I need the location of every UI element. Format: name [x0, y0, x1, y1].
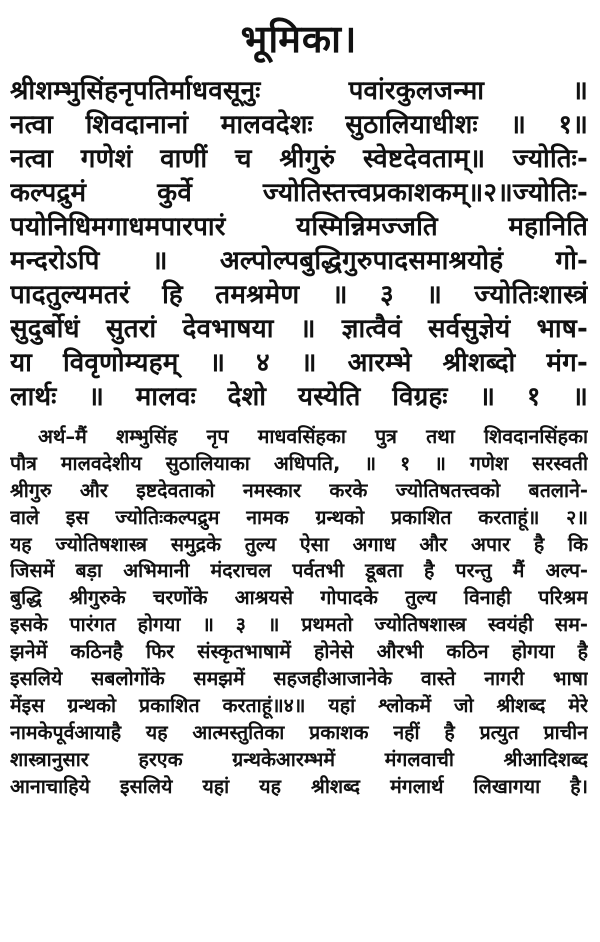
meaning-line: आनाचाहिये इसलिये यहां यह श्रीशब्द मंगलार्थ लिखागया है। [10, 774, 588, 798]
verse-line: या विवृणोम्यहम् ॥ ४ ॥ आरम्भे श्रीशब्दो मंग- [10, 348, 588, 378]
meaning-line: अर्थ–मैं शम्भुसिंह नृप माधवसिंहका पुत्र तथा शिवदानसिंहका [38, 425, 588, 448]
meaning-line: मेंइस ग्रन्थको प्रकाशित करताहूं॥४॥ यहां श्लोकमें जो श्रीशब्द मेरे [10, 693, 588, 717]
meaning-line: श्रीगुरु और इष्टदेवताको नमस्कार करके ज्योतिषतत्त्वको बतलाने- [10, 478, 588, 502]
verse-line: सुदुर्बोधं सुतरां देवभाषया ॥ ज्ञात्वैवं सर्वसुज्ञेयं भाष- [10, 314, 588, 344]
sanskrit-verses [10, 74, 588, 414]
meaning-line: नामकेपूर्वआयाहै यह आत्मस्तुतिका प्रकाशक नहीं है प्रत्युत प्राचीन [10, 720, 588, 744]
verse-line: मन्दरोऽपि ॥ अल्पोल्पबुद्धिगुरुपादसमाश्रयोहं गो- [10, 246, 588, 276]
meaning-line: वाले इस ज्योतिःकल्पद्रुम नामक ग्रन्थको प्रकाशित करताहूं॥ २॥ [10, 505, 588, 529]
meaning-line: इसके पारंगत होगया ॥ ३ ॥ प्रथमतो ज्योतिषशास्त्र स्वयंही सम- [10, 613, 588, 637]
hindi-meaning [10, 424, 588, 800]
verse-line: श्रीशम्भुसिंहनृपतिर्माधवसूनुः पवांरकुलजन्मा ॥ [10, 76, 588, 106]
verse-line: नत्वा शिवदानानां मालवदेशः सुठालियाधीशः ॥ १॥ [10, 110, 588, 140]
meaning-line: शास्त्रानुसार हरएक ग्रन्थकेआरम्भमें मंगलवाची श्रीआदिशब्द [10, 747, 588, 771]
page-title: भूमिका। [240, 17, 358, 61]
verse-line: कल्पद्रुमं कुर्वे ज्योतिस्तत्त्वप्रकाशकम्॥२॥ज्योतिः- [10, 178, 588, 208]
meaning-line: झनेमें कठिनहै फिर संस्कृतभाषामें होनेसे औरभी कठिन होगया है [10, 640, 588, 664]
meaning-line: इसलिये सबलोगोंके समझमें सहजहीआजानेके वास्ते नागरी भाषा [10, 667, 588, 691]
meaning-line: यह ज्योतिषशास्त्र समुद्रके तुल्य ऐसा अगाध और अपार है कि [10, 532, 588, 556]
meaning-line: जिसमें बड़ा अभिमानी मंदराचल पर्वतभी डूबता है परन्तु मैं अल्प- [10, 559, 588, 583]
verse-line: पादतुल्यमतरं हि तमश्रमेण ॥ ३ ॥ ज्योतिःशास्त्रं [10, 280, 588, 310]
meaning-line: पौत्र मालवदेशीय सुठालियाका अधिपति, ॥ १ ॥ गणेश सरस्वती [10, 451, 588, 475]
meaning-line: बुद्धि श्रीगुरुके चरणोंके आश्रयसे गोपादके तुल्य विनाही परिश्रम [10, 586, 588, 610]
verse-line: नत्वा गणेशं वाणीं च श्रीगुरुं स्वेष्टदेवताम्॥ ज्योतिः- [10, 144, 588, 174]
verse-line: पयोनिधिमगाधमपारपारं यस्मिन्निमज्जति महानिति [10, 212, 588, 242]
verse-line: लार्थः ॥ मालवः देशो यस्येति विग्रहः ॥ १ ॥ [10, 382, 588, 412]
